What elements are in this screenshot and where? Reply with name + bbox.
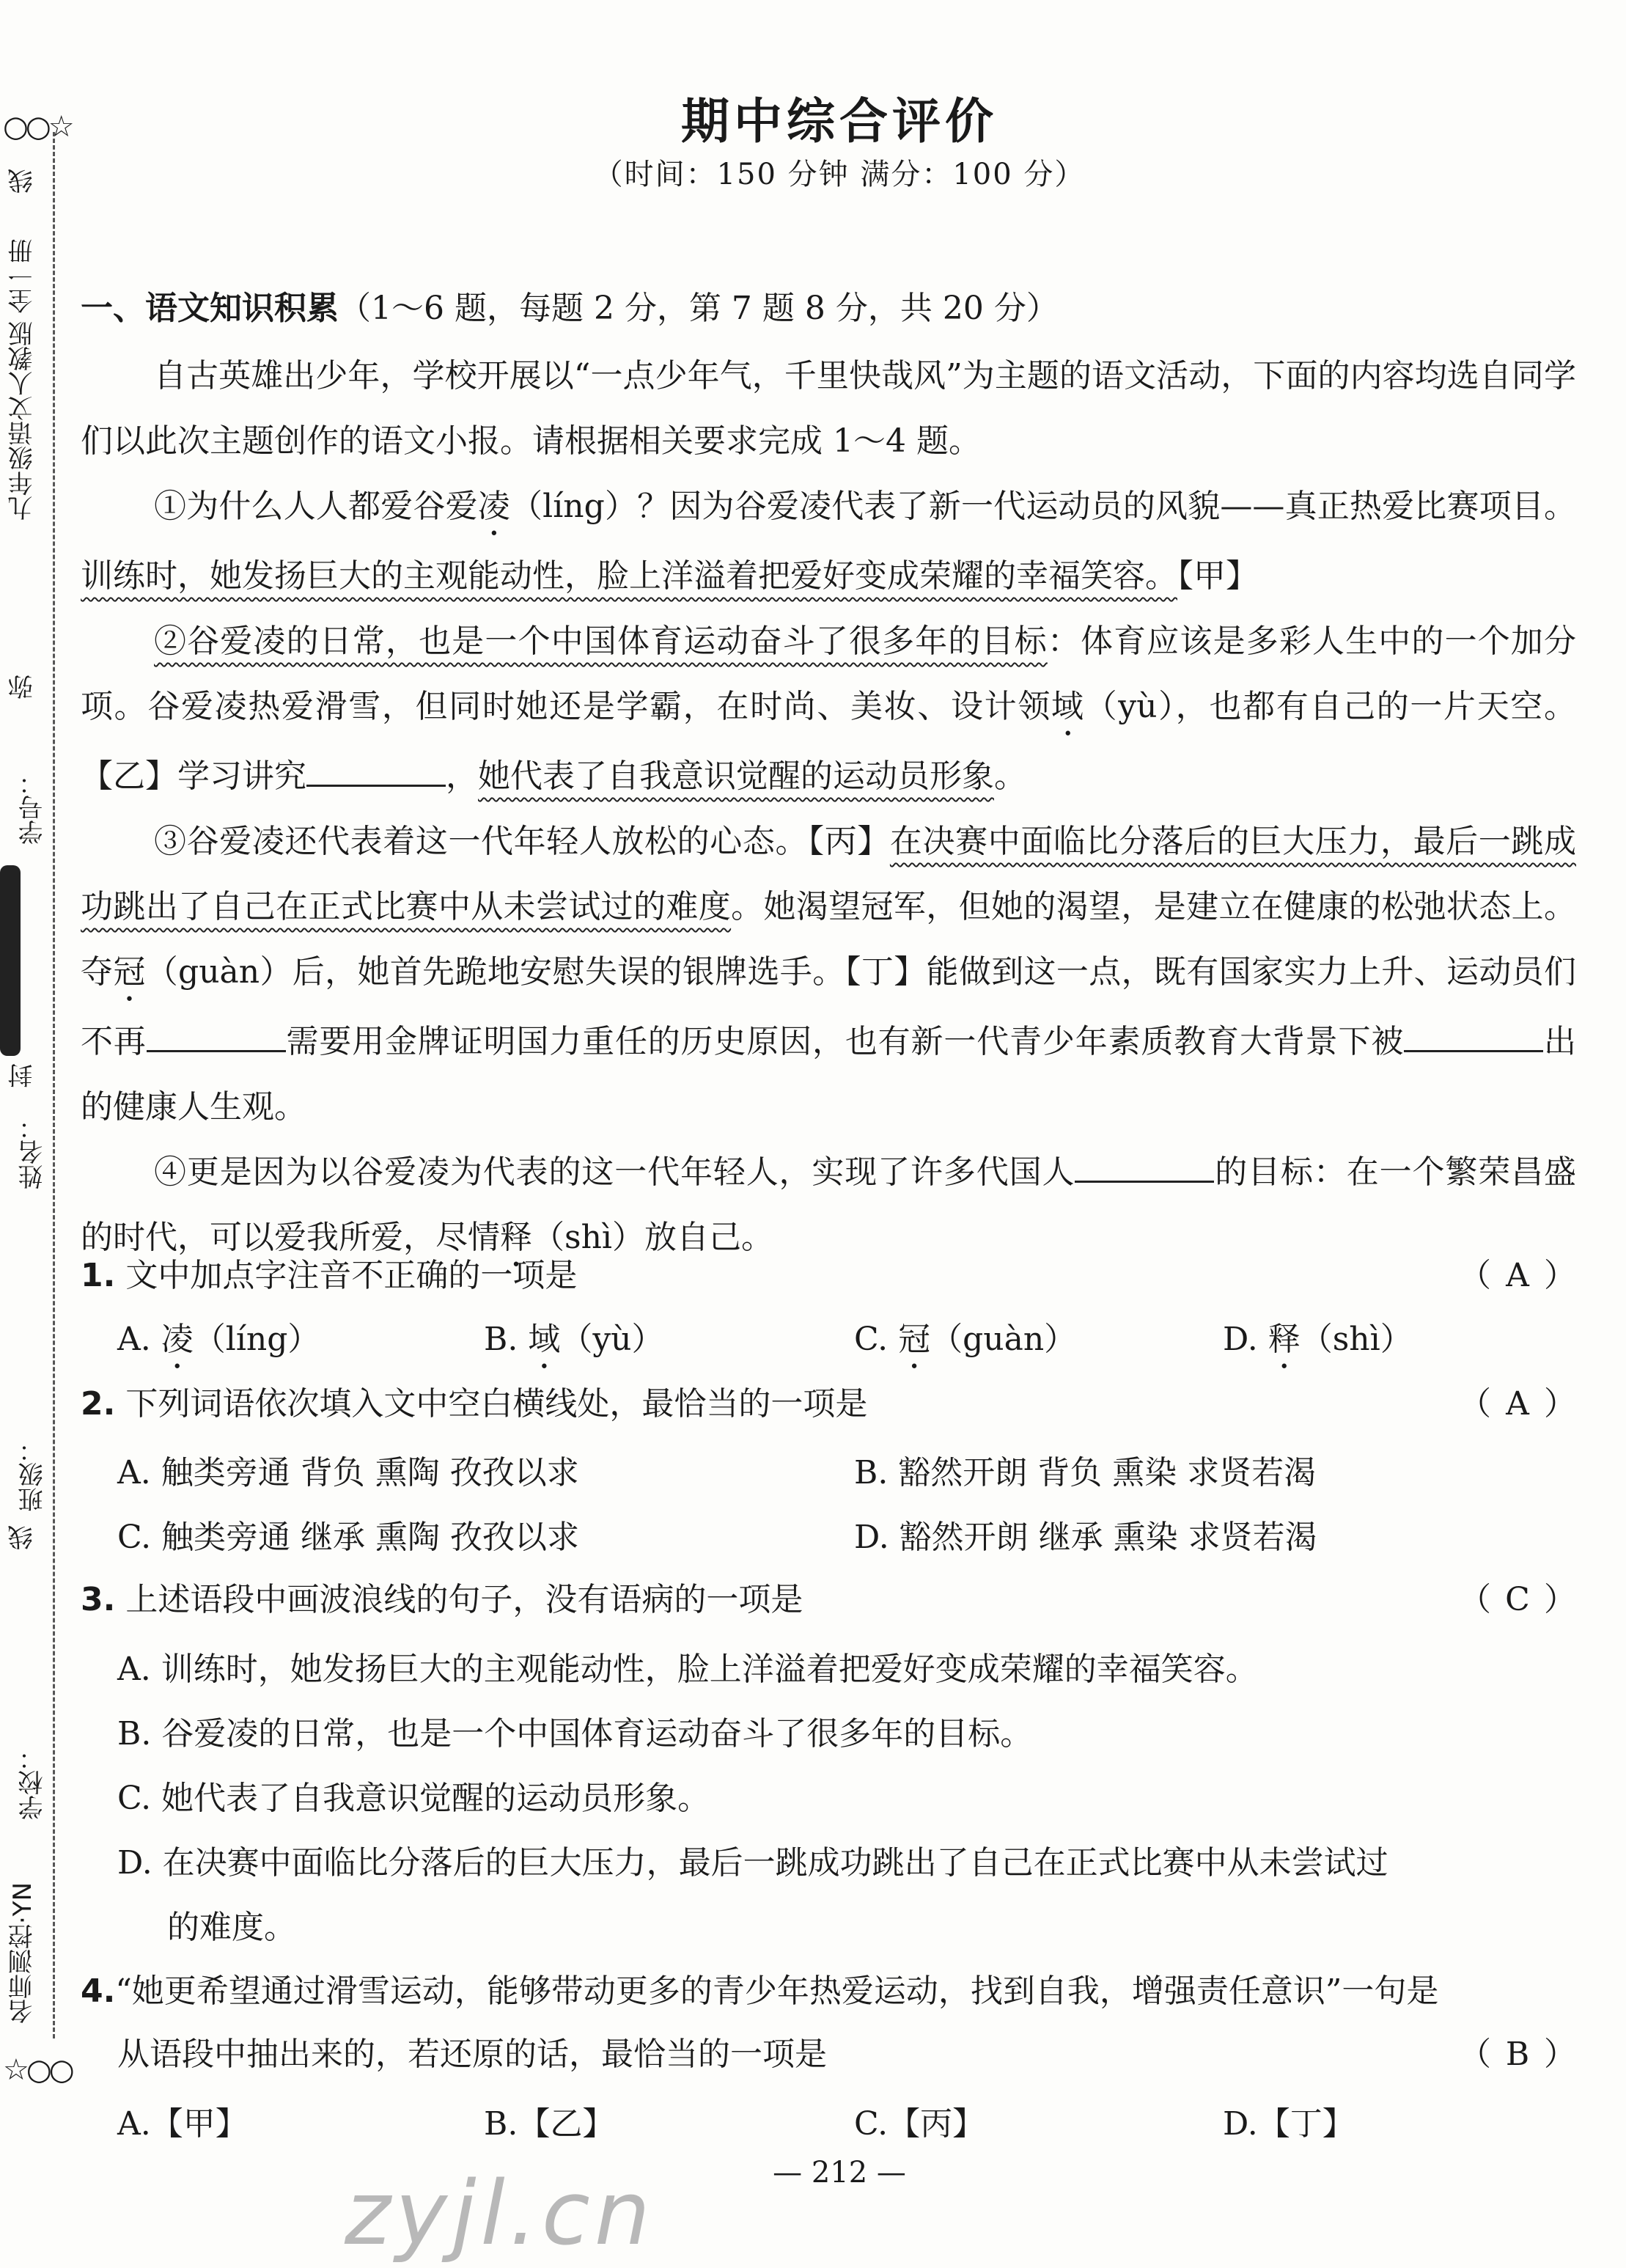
dotted-char: 释 xyxy=(500,1219,532,1256)
question-4-stem-continued: 从语段中抽出来的，若还原的话，最恰当的一项是 （ B ） xyxy=(117,2033,1576,2077)
question-3: 3. 上述语段中画波浪线的句子，没有语病的一项是 （ C ） xyxy=(81,1578,1576,1622)
option-1d[interactable]: D. 释（shì） xyxy=(1223,1321,1413,1358)
option-3c[interactable]: C. 她代表了自我意识觉醒的运动员形象。 xyxy=(117,1780,710,1817)
option-3d[interactable]: D. 在决赛中面临比分落后的巨大压力，最后一跳成功跳出了自己在正式比赛中从未尝试过 xyxy=(117,1844,1388,1882)
class-field[interactable]: 班级： xyxy=(18,1437,48,1512)
option-1b[interactable]: B. 域（yù） xyxy=(484,1321,664,1358)
margin-series-name: 名师测控·YN xyxy=(8,1882,37,2024)
option-3a[interactable]: A. 训练时，她发扬巨大的主观能动性，脸上洋溢着把爱好变成荣耀的幸福笑容。 xyxy=(117,1651,1258,1688)
section-label: 一、语文知识积累 xyxy=(81,290,339,327)
margin-top-marks: ○○☆ xyxy=(3,110,72,144)
fill-blank-2[interactable] xyxy=(147,1021,286,1052)
margin-cut-label-top: 线 xyxy=(8,169,37,194)
passage-paragraph-1: ①为什么人人都爱谷爱凌（líng）？因为谷爱凌代表了新一代运动员的风貌——真正热爱比赛项目。训练时，她发扬巨大的主观能动性，脸上洋溢着把爱好变成荣耀的幸福笑容。【甲】 xyxy=(81,488,1577,595)
wavy-sentence-a: 训练时，她发扬巨大的主观能动性，脸上洋溢着把爱好变成荣耀的幸福笑容。 xyxy=(81,557,1177,595)
option-2c[interactable]: C. 触类旁通 继承 熏陶 孜孜以求 xyxy=(117,1519,580,1556)
question-stem: 上述语段中画波浪线的句子，没有语病的一项是 xyxy=(125,1581,803,1618)
question-2: 2. 下列词语依次填入文中空白横线处，最恰当的一项是 （ A ） xyxy=(81,1382,1576,1426)
scan-shadow xyxy=(0,865,21,1056)
watermark: zyjl.cn xyxy=(345,2163,655,2265)
fill-blank-4[interactable] xyxy=(1075,1151,1214,1183)
page-subtitle: （时间：150 分钟 满分：100 分） xyxy=(593,158,1086,191)
passage-intro: 自古英雄出少年，学校开展以“一点少年气，千里快哉风”为主题的语文活动，下面的内容均选自同学们以此次主题创作的语文小报。请根据相关要求完成 1～4 题。 xyxy=(81,357,1576,460)
option-4d[interactable]: D.【丁】 xyxy=(1223,2105,1355,2143)
passage-paragraph-2: ②谷爱凌的日常，也是一个中国体育运动奋斗了很多年的目标：体育应该是多彩人生中的一个加分项。谷爱凌热爱滑雪，但同时她还是学霸，在时尚、美妆、设计领域（yù），也都有自己的一片天空。【乙】学习讲究 ，她代表了自我意识觉醒的运动员形象。 xyxy=(81,623,1577,795)
margin-cut-label-bottom: 线 xyxy=(8,1525,37,1550)
binding-margin xyxy=(0,0,88,2268)
fill-blank-3[interactable] xyxy=(1404,1021,1543,1052)
dotted-char: 域 xyxy=(1051,688,1085,725)
option-1c[interactable]: C. 冠（guàn） xyxy=(854,1321,1077,1358)
margin-cut-label-seal2: 封 xyxy=(8,1063,37,1088)
dotted-char: 凌 xyxy=(477,488,510,525)
passage-paragraph-4: ④更是因为以谷爱凌为代表的这一代年轻人，实现了许多代国人 的目标：在一个繁荣昌盛的时代，可以爱我所爱，尽情释（shì）放自己。 xyxy=(81,1139,1576,1274)
answer-value: A xyxy=(1506,1385,1529,1423)
page-number: — 212 — xyxy=(773,2156,906,2190)
answer-box[interactable]: （ C ） xyxy=(1459,1581,1576,1618)
page-title: 期中综合评价 xyxy=(681,93,998,150)
section-note: （1～6 题，每题 2 分，第 7 题 8 分，共 20 分） xyxy=(339,290,1059,327)
answer-box[interactable]: （ A ） xyxy=(1459,1385,1576,1423)
answer-value: B xyxy=(1505,2036,1530,2073)
margin-book-name: 九年级语文人教版 全一册 xyxy=(8,238,37,521)
fill-blank-1[interactable] xyxy=(306,755,446,787)
option-4a[interactable]: A.【甲】 xyxy=(117,2105,248,2143)
margin-bottom-marks: ☆○○ xyxy=(3,2053,72,2087)
question-1: 1. 文中加点字注音不正确的一项是 （ A ） xyxy=(81,1254,1576,1298)
answer-box[interactable]: （ B ） xyxy=(1459,2036,1576,2073)
reading-passage xyxy=(81,343,1576,1274)
option-3b[interactable]: B. 谷爱凌的日常，也是一个中国体育运动奋斗了很多年的目标。 xyxy=(117,1715,1033,1753)
margin-cut-label-seal1: 弥 xyxy=(8,675,37,700)
wavy-sentence-b: ②谷爱凌的日常，也是一个中国体育运动奋斗了很多年的目标 xyxy=(154,623,1048,660)
dotted-char: 冠 xyxy=(113,953,146,991)
cut-line xyxy=(53,132,55,2038)
option-4b[interactable]: B.【乙】 xyxy=(484,2105,615,2143)
wavy-sentence-c: 她代表了自我意识觉醒的运动员形象 xyxy=(478,757,994,795)
passage-paragraph-3: ③谷爱凌还代表着这一代年轻人放松的心态。【丙】在决赛中面临比分落后的巨大压力，最后一跳成功跳出了自己在正式比赛中从未尝试过的难度。她渴望冠军，但她的渴望，是建立在健康的松弛状态上。夺冠（guàn）后，她首先跪地安慰失误的银牌选手。【丁】能做到这一点，既有国家实力上升、运动员们不再 需要用金牌证明国力重任的历史原因，也有新一代青少年素质教育大背景下被 出的健康人生观。 xyxy=(81,823,1577,1126)
option-1a[interactable]: A. 凌（líng） xyxy=(117,1321,320,1358)
question-stem: 文中加点字注音不正确的一项是 xyxy=(125,1257,578,1294)
answer-value: A xyxy=(1506,1257,1529,1294)
student-number-field[interactable]: 学号： xyxy=(18,770,48,845)
question-4: 4.“她更希望通过滑雪运动，能够带动更多的青少年热爱运动，找到自我，增强责任意识”一句是 xyxy=(81,1972,1439,2010)
answer-box[interactable]: （ A ） xyxy=(1459,1257,1576,1294)
wavy-sentence-d: 在决赛中面临比分落后的巨大压力，最后一跳成功跳出了自己在正式比赛中从未尝试过的难度 xyxy=(81,823,1576,925)
option-3d-continued: 的难度。 xyxy=(167,1909,296,1946)
question-stem: “她更希望通过滑雪运动，能够带动更多的青少年热爱运动，找到自我，增强责任意识”一句是 xyxy=(115,1972,1439,2010)
question-stem: 下列词语依次填入文中空白横线处，最恰当的一项是 xyxy=(125,1385,868,1423)
name-field[interactable]: 姓名： xyxy=(18,1115,48,1189)
section-heading xyxy=(81,282,1059,329)
school-field[interactable]: 学校： xyxy=(18,1745,48,1820)
answer-value: C xyxy=(1505,1581,1530,1618)
option-2d[interactable]: D. 豁然开朗 继承 熏染 求贤若渴 xyxy=(854,1519,1317,1556)
option-2a[interactable]: A. 触类旁通 背负 熏陶 孜孜以求 xyxy=(117,1454,579,1491)
option-2b[interactable]: B. 豁然开朗 背负 熏染 求贤若渴 xyxy=(854,1454,1317,1491)
option-4c[interactable]: C.【丙】 xyxy=(854,2105,985,2143)
